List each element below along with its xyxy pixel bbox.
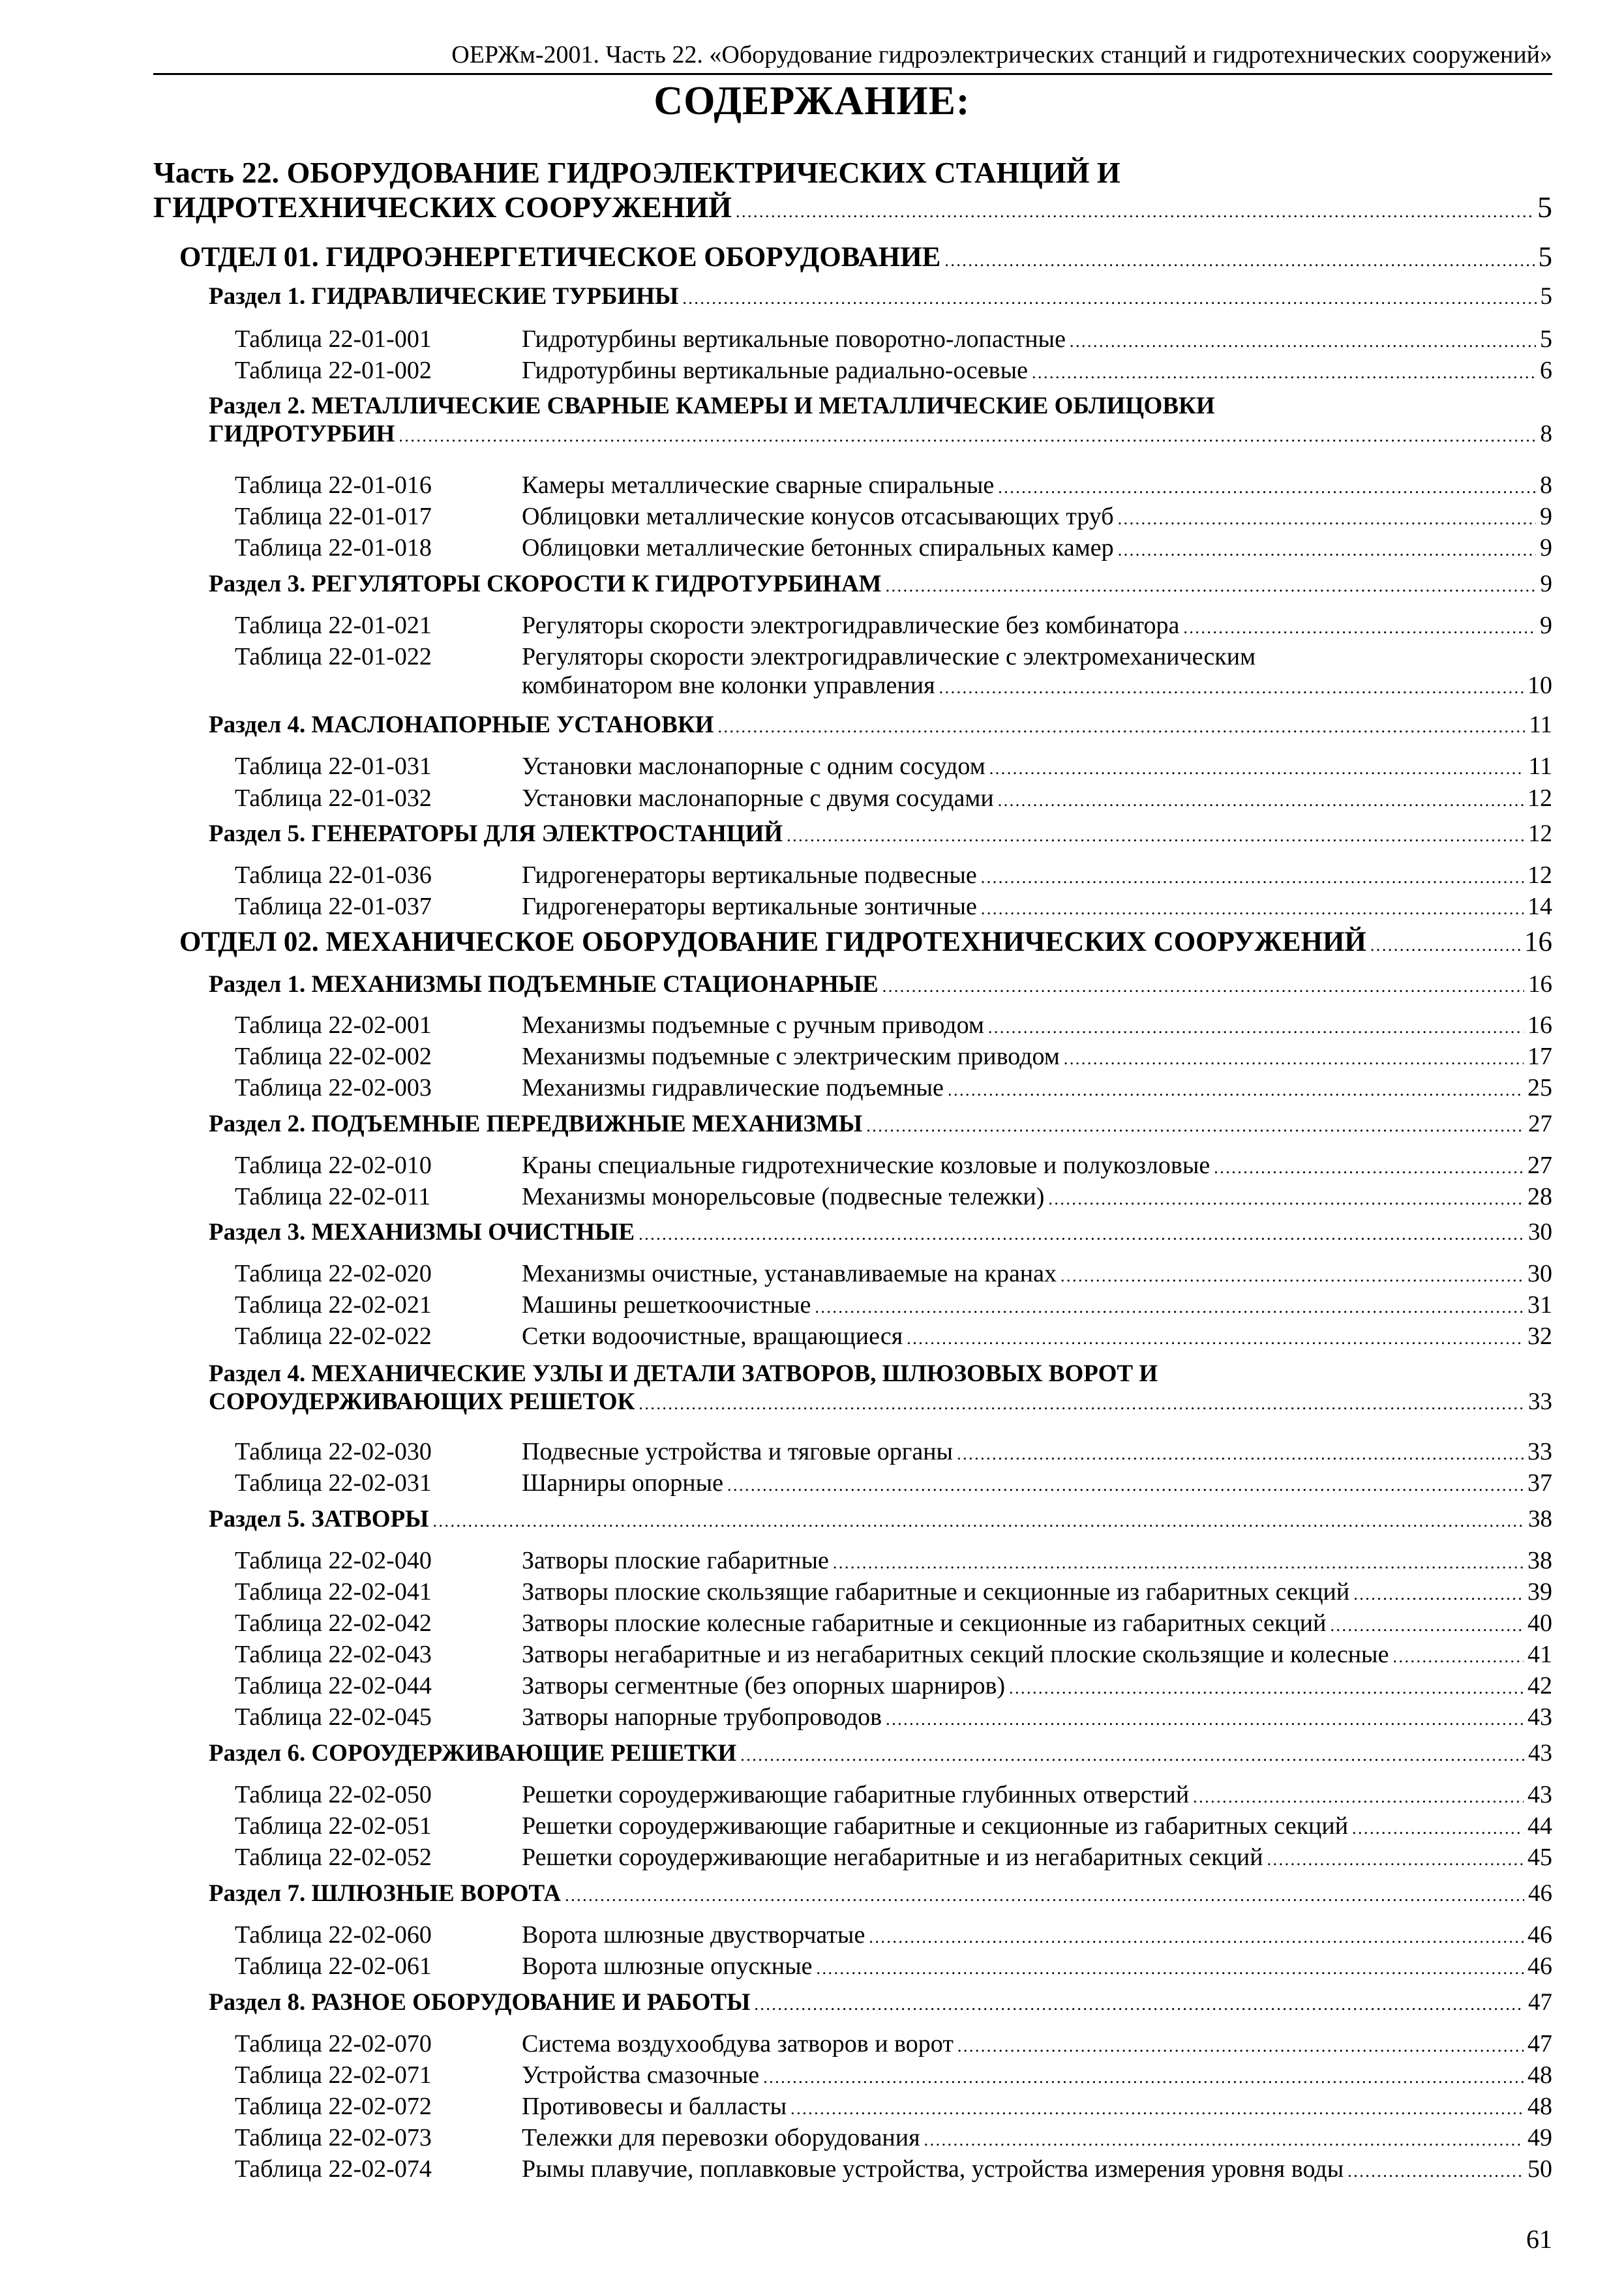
toc-entry-title-line1: Регуляторы скорости электрогидравлические с электромеханическим [522,643,1256,670]
toc-entry-title: Раздел 1. МЕХАНИЗМЫ ПОДЪЕМНЫЕ СТАЦИОНАРНЫЕ [209,971,879,998]
toc-page-number: 8 [1540,421,1552,447]
toc-page-number: 30 [1527,1260,1552,1287]
toc-entry-title: Механизмы очистные, устанавливаемые на кранах [522,1260,1057,1287]
toc-entry-title: Затворы напорные трубопроводов [522,1703,882,1731]
toc-entry-title: Облицовки металлические бетонных спиральных камер [522,534,1114,561]
toc-entry-title: СОРОУДЕРЖИВАЮЩИХ РЕШЕТОК [209,1388,635,1415]
toc-entry-table[interactable] [235,1780,1552,1809]
dot-leader [1118,502,1536,531]
toc-table-code: Таблица 22-02-072 [235,2093,432,2120]
toc-entry-table[interactable] [235,1952,1552,1981]
toc-entry-title-line1: Раздел 4. МЕХАНИЧЕСКИЕ УЗЛЫ И ДЕТАЛИ ЗАТВОРОВ, ШЛЮЗОВЫХ ВОРОТ И [209,1360,1158,1387]
toc-page-number: 8 [1540,471,1552,499]
toc-entry-title: Механизмы гидравлические подъемные [522,1074,944,1101]
toc-entry-title: Затворы негабаритные и из негабаритных секций плоские скользящие и колесные [522,1641,1389,1668]
toc-entry-title: Тележки для перевозки оборудования [522,2124,920,2151]
dot-leader [1352,1812,1524,1840]
toc-page-number: 46 [1527,1921,1552,1949]
dot-leader [939,671,1524,700]
dot-leader [981,892,1524,921]
toc-entry-title: Затворы плоские габаритные [522,1547,829,1574]
toc-table-code: Таблица 22-02-061 [235,1952,432,1980]
toc-entry-title: Сетки водоочистные, вращающиеся [522,1323,903,1350]
toc-page-number: 5 [1537,190,1552,224]
dot-leader [815,1291,1524,1319]
toc-table-code: Таблица 22-01-016 [235,471,432,499]
toc-table-code: Таблица 22-02-045 [235,1703,432,1731]
toc-entry-table[interactable] [235,1921,1552,1949]
toc-table-code: Таблица 22-01-022 [235,643,432,670]
toc-entry-title: Гидрогенераторы вертикальные подвесные [522,861,977,889]
toc-entry-title: Регуляторы скорости электрогидравлические без комбинатора [522,612,1180,639]
toc-page-number: 17 [1527,1043,1552,1070]
toc-table-code: Таблица 22-02-020 [235,1260,432,1287]
dot-leader [866,1110,1524,1138]
toc-entry-table[interactable] [235,1073,1552,1102]
toc-table-code: Таблица 22-02-070 [235,2030,432,2057]
toc-entry-title: Камеры металлические сварные спиральные [522,471,995,499]
toc-table-code: Таблица 22-02-042 [235,1609,432,1637]
toc-table-code: Таблица 22-02-031 [235,1469,432,1497]
toc-page-number: 9 [1540,503,1552,530]
toc-entry-title: Рымы плавучие, поплавковые устройства, устройства измерения уровня воды [522,2155,1344,2183]
toc-entry-title: Раздел 5. ГЕНЕРАТОРЫ ДЛЯ ЭЛЕКТРОСТАНЦИЙ [209,820,783,847]
toc-entry-table[interactable] [235,1812,1552,1840]
dot-leader [833,1546,1524,1575]
toc-entry-title: комбинатором вне колонки управления [522,672,935,699]
page-number: 61 [1526,2224,1552,2254]
dot-leader [886,570,1537,598]
dot-leader [727,1469,1524,1497]
toc-page-number: 27 [1528,1111,1552,1137]
dot-leader [1048,1182,1524,1211]
toc-page-number: 43 [1527,1781,1552,1808]
toc-table-code: Таблица 22-02-060 [235,1921,432,1949]
toc-entry-table[interactable] [235,1671,1552,1700]
toc-page-number: 16 [1528,971,1552,998]
toc-table-code: Таблица 22-02-022 [235,1323,432,1350]
dot-leader [1009,1671,1524,1700]
toc-entry-title: Механизмы подъемные с электрическим приводом [522,1043,1060,1070]
toc-entry-table[interactable] [235,1609,1552,1638]
toc-entry-title: Механизмы подъемные с ручным приводом [522,1011,984,1039]
toc-entry-title: Ворота шлюзные двустворчатые [522,1921,865,1949]
toc-entry-title: Раздел 2. ПОДЪЕМНЫЕ ПЕРЕДВИЖНЫЕ МЕХАНИЗМЫ [209,1111,863,1137]
toc-entry-title: Облицовки металлические конусов отсасывающих труб [522,503,1114,530]
dot-leader [790,2092,1524,2121]
dot-leader [998,471,1536,500]
toc-entry-title: Шарниры опорные [522,1469,723,1497]
dot-leader [1353,1578,1524,1606]
toc-entry-title: Решетки сороудерживающие габаритные глубинных отверстий [522,1781,1190,1808]
toc-entry-dept[interactable] [179,926,1552,958]
toc-page-number: 25 [1527,1074,1552,1101]
toc-entry-title-line1: Раздел 2. МЕТАЛЛИЧЕСКИЕ СВАРНЫЕ КАМЕРЫ И МЕТАЛЛИЧЕСКИЕ ОБЛИЦОВКИ [209,393,1215,419]
toc-entry-title: Раздел 3. МЕХАНИЗМЫ ОЧИСТНЫЕ [209,1219,635,1246]
dot-leader [787,820,1524,848]
dot-leader [998,784,1524,813]
toc-entry-table[interactable] [235,784,1552,813]
toc-page-number: 27 [1527,1152,1552,1179]
toc-table-code: Таблица 22-01-002 [235,357,432,384]
toc-page-number: 38 [1527,1547,1552,1574]
toc-table-code: Таблица 22-02-001 [235,1011,432,1039]
toc-page-number: 48 [1527,2093,1552,2120]
dot-leader [981,861,1524,890]
toc-entry-title: Затворы сегментные (без опорных шарниров) [522,1672,1006,1699]
toc-entry-title: Решетки сороудерживающие негабаритные и из негабаритных секций [522,1844,1263,1871]
toc-entry-title: Раздел 4. МАСЛОНАПОРНЫЕ УСТАНОВКИ [209,711,714,738]
dot-leader [1064,1042,1524,1071]
toc-page-number: 48 [1527,2061,1552,2089]
toc-page-number: 9 [1540,612,1552,639]
dot-leader [1267,1843,1524,1872]
toc-entry-section[interactable] [209,1505,1552,1533]
toc-entry-table[interactable] [235,533,1552,562]
toc-page-number: 11 [1528,753,1552,780]
dot-leader [736,190,1533,224]
dot-leader [989,752,1525,781]
page-title: СОДЕРЖАНИЕ: [654,79,970,123]
toc-entry-section[interactable] [209,1879,1552,1908]
toc-page-number: 33 [1528,1388,1552,1415]
toc-entry-section[interactable] [209,970,1552,998]
dot-leader [763,2061,1524,2089]
toc-table-code: Таблица 22-02-074 [235,2155,432,2183]
toc-entry-table[interactable] [235,892,1552,921]
toc-entry-table[interactable] [235,1703,1552,1731]
toc-part-title-line2: ГИДРОТЕХНИЧЕСКИХ СООРУЖЕНИЙ [153,190,732,224]
dot-leader [1193,1780,1524,1809]
toc-entry-table[interactable] [235,752,1552,781]
toc-table-code: Таблица 22-02-071 [235,2061,432,2089]
toc-entry-title: Раздел 7. ШЛЮЗНЫЕ ВОРОТА [209,1880,562,1907]
toc-entry-table[interactable] [235,1578,1552,1606]
toc-entry-table[interactable] [235,325,1552,353]
toc-entry-section[interactable] [209,282,1552,310]
toc-table-code: Таблица 22-02-073 [235,2124,432,2151]
toc-entry-title: Устройства смазочные [522,2061,760,2089]
toc-entry-table[interactable] [235,2061,1552,2089]
toc-page-number: 37 [1527,1469,1552,1497]
toc-table-code: Таблица 22-02-030 [235,1438,432,1465]
toc-page-number: 40 [1527,1609,1552,1637]
toc-entry-title: Затворы плоские скользящие габаритные и секционные из габаритных секций [522,1578,1350,1606]
toc-page-number: 10 [1527,672,1552,699]
toc-table-code: Таблица 22-01-032 [235,785,432,812]
dot-leader [1118,533,1536,562]
toc-entry-table[interactable] [235,356,1552,385]
toc-entry-section[interactable] [209,1360,1552,1416]
toc-entry-section[interactable] [209,1988,1552,2016]
toc-entry-table[interactable] [235,471,1552,500]
toc-page-number: 12 [1528,820,1552,847]
toc-entry-section[interactable] [209,1110,1552,1138]
toc-page-number: 46 [1528,1880,1552,1907]
toc-page-number: 16 [1524,927,1552,957]
toc-page-number: 43 [1527,1703,1552,1731]
toc-entry-title: Противовесы и балласты [522,2093,787,2120]
toc-table-code: Таблица 22-02-040 [235,1547,432,1574]
toc-page-number: 39 [1527,1578,1552,1606]
toc-entry-title: Система воздухообдува затворов и ворот [522,2030,954,2057]
toc-entry-title: Раздел 5. ЗАТВОРЫ [209,1506,429,1533]
toc-table-code: Таблица 22-02-041 [235,1578,432,1606]
toc-page-number: 43 [1528,1740,1552,1767]
toc-entry-title: Решетки сороудерживающие габаритные и секционные из габаритных секций [522,1812,1349,1840]
toc-entry-title: Механизмы монорельсовые (подвесные тележки) [522,1183,1045,1210]
toc-entry-title: ГИДРОТУРБИН [209,421,395,447]
toc-entry-table[interactable] [235,2155,1552,2183]
dot-leader [682,282,1536,310]
toc-entry-table[interactable] [235,642,1552,700]
toc-page-number: 38 [1528,1506,1552,1533]
toc-entry-section[interactable] [209,1739,1552,1767]
toc-table-code: Таблица 22-02-003 [235,1074,432,1101]
toc-entry-table[interactable] [235,2092,1552,2121]
dot-leader [639,1388,1524,1416]
toc-page-number: 41 [1527,1641,1552,1668]
toc-entry-title: Раздел 3. РЕГУЛЯТОРЫ СКОРОСТИ К ГИДРОТУРБИНАМ [209,571,882,597]
toc-entry-table[interactable] [235,1469,1552,1497]
running-header: ОЕРЖм-2001. Часть 22. «Оборудование гидроэлектрических станций и гидротехнических сооружений» [153,40,1552,75]
dot-leader [1347,2155,1524,2183]
dot-leader [717,711,1525,739]
toc-table-code: Таблица 22-02-043 [235,1641,432,1668]
toc-entry-table[interactable] [235,1843,1552,1872]
toc-entry-table[interactable] [235,1151,1552,1180]
toc-page-number: 28 [1527,1183,1552,1210]
toc-table-code: Таблица 22-01-021 [235,612,432,639]
toc-page-number: 31 [1527,1291,1552,1319]
dot-leader [1060,1259,1524,1288]
toc-page-number: 5 [1540,283,1552,310]
toc-page-number: 6 [1540,357,1552,384]
toc-table-code: Таблица 22-02-011 [235,1183,431,1210]
toc-entry-title: Установки маслонапорные с двумя сосудами [522,785,994,812]
toc-entry-title: ОТДЕЛ 01. ГИДРОЭНЕРГЕТИЧЕСКОЕ ОБОРУДОВАНИЕ [179,242,941,273]
toc-table-code: Таблица 22-02-052 [235,1844,432,1871]
toc-entry-table[interactable] [235,1042,1552,1071]
dot-leader [1330,1609,1524,1638]
toc-table-code: Таблица 22-02-021 [235,1291,432,1319]
toc-page-number: 9 [1540,534,1552,561]
dot-leader [639,1218,1524,1246]
toc-entry-title: Раздел 6. СОРОУДЕРЖИВАЮЩИЕ РЕШЕТКИ [209,1740,737,1767]
toc-table-code: Таблица 22-02-010 [235,1152,432,1179]
toc-entry-title: Гидротурбины вертикальные радиально-осевые [522,357,1028,384]
toc-page-number: 5 [1540,325,1552,353]
toc-entry-table[interactable] [235,1259,1552,1288]
toc-page-number: 30 [1528,1219,1552,1246]
dot-leader [1370,926,1520,958]
dot-leader [869,1921,1524,1949]
toc-page-number: 44 [1527,1812,1552,1840]
toc-entry-table[interactable] [235,2123,1552,2152]
dot-leader [882,970,1524,998]
toc-page-number: 47 [1527,2030,1552,2057]
toc-part-title-line1: Часть 22. ОБОРУДОВАНИЕ ГИДРОЭЛЕКТРИЧЕСКИХ СТАНЦИЙ И [153,156,1120,189]
toc-page-number: 16 [1527,1011,1552,1039]
toc-entry-table[interactable] [235,1437,1552,1466]
dot-leader [957,2029,1524,2058]
dot-leader [398,420,1536,448]
toc-entry-title: Гидротурбины вертикальные поворотно-лопастные [522,325,1066,353]
dot-leader [565,1879,1524,1908]
toc-entry-table[interactable] [235,1640,1552,1669]
toc-page-number: 12 [1527,861,1552,889]
toc-table-code: Таблица 22-01-031 [235,753,432,780]
toc-table-code: Таблица 22-02-050 [235,1781,432,1808]
toc-entry-title: Гидрогенераторы вертикальные зонтичные [522,893,977,920]
toc-entry-table[interactable] [235,1546,1552,1575]
toc-page-number: 47 [1528,1989,1552,2016]
dot-leader [1032,356,1536,385]
toc-table-code: Таблица 22-01-018 [235,534,432,561]
dot-leader [886,1703,1524,1731]
dot-leader [1070,325,1536,353]
toc-entry-dept[interactable] [179,241,1552,273]
toc-entry-title: Подвесные устройства и тяговые органы [522,1438,954,1465]
toc-page-number: 11 [1529,711,1552,738]
toc-page-number: 32 [1527,1323,1552,1350]
toc-page-number: 33 [1527,1438,1552,1465]
toc-entry-table[interactable] [235,2029,1552,2058]
dot-leader [433,1505,1524,1533]
toc-entry-section[interactable] [209,570,1552,598]
dot-leader [1183,611,1536,640]
toc-entry-section[interactable] [209,1218,1552,1246]
toc-page-number: 14 [1527,893,1552,920]
dot-leader [924,2123,1524,2152]
toc-entry-section[interactable] [209,711,1552,739]
dot-leader [944,241,1534,273]
dot-leader [1214,1151,1524,1180]
toc-entry-table[interactable] [235,1011,1552,1040]
toc-entry-table[interactable] [235,611,1552,640]
toc-entry-table[interactable] [235,861,1552,890]
dot-leader [907,1322,1524,1351]
toc-entry-title: Установки маслонапорные с одним сосудом [522,753,985,780]
dot-leader [740,1739,1524,1767]
toc-entry-section[interactable] [209,820,1552,848]
toc-table-code: Таблица 22-01-017 [235,503,432,530]
toc-page-number: 46 [1527,1952,1552,1980]
toc-page-number: 42 [1527,1672,1552,1699]
toc-entry-title: Раздел 1. ГИДРАВЛИЧЕСКИЕ ТУРБИНЫ [209,283,679,310]
dot-leader [1392,1640,1524,1669]
toc-page-number: 45 [1527,1844,1552,1871]
toc-entry-title: Машины решеткоочистные [522,1291,811,1319]
toc-entry-table[interactable] [235,1182,1552,1211]
dot-leader [817,1952,1524,1981]
toc-table-code: Таблица 22-02-044 [235,1672,432,1699]
toc-table-code: Таблица 22-02-002 [235,1043,432,1070]
toc-entry-title: ОТДЕЛ 02. МЕХАНИЧЕСКОЕ ОБОРУДОВАНИЕ ГИДРОТЕХНИЧЕСКИХ СООРУЖЕНИЙ [179,927,1366,957]
toc-page-number: 5 [1538,242,1552,273]
toc-table-code: Таблица 22-01-001 [235,325,432,353]
toc-part-heading[interactable] [153,155,1552,224]
toc-table-code: Таблица 22-01-036 [235,861,432,889]
dot-leader [988,1011,1524,1040]
toc-table-code: Таблица 22-01-037 [235,893,432,920]
toc-entry-title: Ворота шлюзные опускные [522,1952,813,1980]
toc-page-number: 9 [1540,571,1552,597]
toc-entry-title: Краны специальные гидротехнические козловые и полукозловые [522,1152,1210,1179]
toc-entry-title: Раздел 8. РАЗНОЕ ОБОРУДОВАНИЕ И РАБОТЫ [209,1989,751,2016]
toc-table-code: Таблица 22-02-051 [235,1812,432,1840]
dot-leader [948,1073,1524,1102]
dot-leader [754,1988,1524,2016]
toc-page-number: 49 [1527,2124,1552,2151]
toc-page-number: 50 [1527,2155,1552,2183]
toc-entry-title: Затворы плоские колесные габаритные и секционные из габаритных секций [522,1609,1327,1637]
toc-entry-table[interactable] [235,1322,1552,1351]
toc-page-number: 12 [1527,785,1552,812]
toc-entry-table[interactable] [235,502,1552,531]
dot-leader [957,1437,1524,1466]
toc-entry-table[interactable] [235,1291,1552,1319]
toc-entry-section[interactable] [209,392,1552,448]
